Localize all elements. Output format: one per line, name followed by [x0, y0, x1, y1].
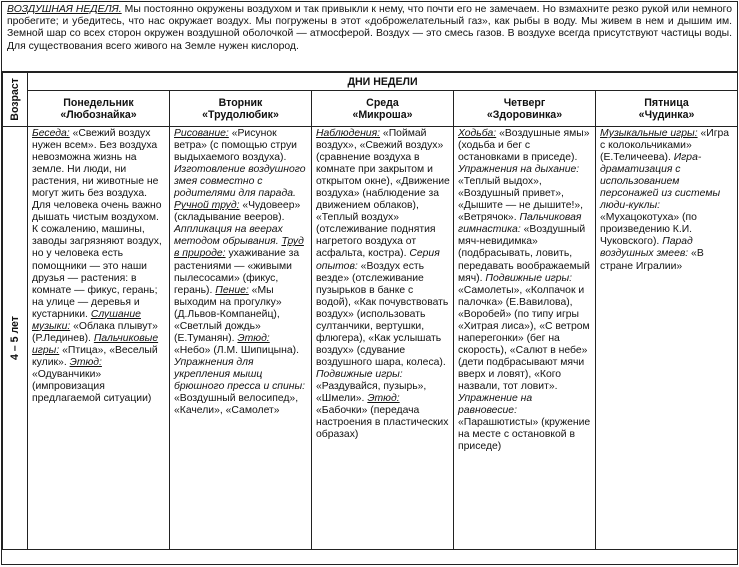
monday-activities [28, 127, 170, 550]
wednesday-activities [312, 127, 454, 550]
day-name: Пятница [644, 96, 689, 109]
activity-text: «Воздушные ямы» (ходьба и бег с остановками в приседе). [458, 128, 590, 164]
activity-text: «Птица», «Веселый кулик». [32, 344, 158, 368]
activity-label: Упражнения на дыхание: [458, 164, 580, 176]
activity-text: «Воздушный велосипед», «Качели», «Самолет» [174, 393, 299, 417]
day-theme: «Микроша» [352, 108, 413, 121]
activity-label: Серия опытов: [316, 248, 440, 272]
activity-label: Игра-драматизация с использованием персонажей из системы люди-куклы: [600, 152, 721, 212]
activity-text: «Свежий воздух нужен всем». Без воздуха невозможна жизнь на земле. Ни люди, ни растения, ни животные не могут жить без воздуха. Для человека очень важно дышать чистым воздухом. К сожалению, машины, заводы загрязняют воздух, но у человека есть помощники — это наши друзья — растения: в комнате — фикус, герань; на улице — деревья и кустарники. [32, 128, 162, 320]
activity-text: «Парашютисты» (кружение на месте с остановкой в приседе) [458, 417, 591, 453]
day-name: Четверг [503, 96, 546, 109]
activity-text: «Теплый выдох», «Воздушный привет», «Дышите — не дышите!», «Ветрячок». [458, 176, 584, 224]
activity-text: «Самолеты», «Колпачок и палочка» (Е.Вавилова), «Воробей» (по типу игры «Хитрая лиса»), «С ветром наперегонки» (бег на скорость), «Салют в небе» (дети подбрасывают мячи вверх и ловят), «Кого назвали, тот ловит». [458, 284, 590, 392]
day-name: Среда [366, 96, 399, 109]
thursday-activities [454, 127, 596, 550]
activity-label: Аппликация на веерах методом обрывания. [174, 224, 283, 248]
day-header-tuesday [170, 91, 312, 127]
age-header-cell [3, 73, 28, 127]
intro-heading: ВОЗДУШНАЯ НЕДЕЛЯ. [7, 4, 122, 15]
activity-label: Изготовление воздушного змея совместно с родителями для парада. [174, 164, 306, 200]
days-header: ДНИ НЕДЕЛИ [28, 73, 738, 91]
activity-text: «Небо» (Л.М. Шипицына). [174, 344, 299, 356]
activity-label: Этюд: [69, 356, 102, 368]
activity-label: Подвижные игры: [316, 368, 403, 380]
activity-label: Беседа: [32, 128, 70, 139]
activity-text: «Одуванчики» (импровизация предлагаемой ситуации) [32, 368, 152, 405]
activity-text: «Облака плывут» (Р.Лединев). [32, 320, 158, 344]
day-name: Понедельник [63, 96, 134, 109]
day-header-friday [596, 91, 738, 127]
activity-label: Упражнения для укрепления мышц брюшного пресса и спины: [174, 356, 306, 392]
day-theme: «Любознайка» [60, 108, 137, 121]
activity-label: Слушание музыки: [32, 308, 141, 332]
activity-text: «Воздушный мяч-невидимка» (подбрасывать, ловить, передавать воображаемый мяч). [458, 224, 590, 284]
age-cell [3, 127, 28, 550]
activity-text: «Игра с колокольчиками» (Е.Теличеева). [600, 128, 730, 164]
activity-label: Парад воздушных змеев: [600, 236, 693, 260]
schedule-table [2, 72, 738, 550]
activity-text: «Поймай воздух», «Свежий воздух» (сравнение воздуха в комнате при закрытом и открытом окне), «Движение воздуха» (наблюдение за движением облаков), «Теплый воздух» (отслеживание поднятия нагретого воздуха от асфальта, костра). [316, 128, 450, 260]
tuesday-activities [170, 127, 312, 550]
activity-text: «Чудовеер» (складывание вееров). [174, 200, 301, 224]
activity-text: «Мы выходим на прогулку» (Д.Львов-Компанейц), «Светлый дождь» (Е.Туманян). [174, 284, 282, 344]
activity-text: ухаживание за растениями — «живыми пылесосами» (фикус, герань). [174, 248, 300, 296]
activity-label: Пальчиковая гимнастика: [458, 212, 582, 236]
activity-label: Наблюдения: [316, 128, 381, 139]
activity-text: «Мухацокотуха» (по произведению К.И. Чуковского). [600, 212, 697, 248]
age-header: Возраст [9, 78, 21, 121]
day-theme: «Чудинка» [638, 108, 695, 121]
activity-label: Этюд: [367, 393, 400, 405]
intro-text: Мы постоянно окружены воздухом и так привыкли к нему, что почти его не замечаем. Но взмахните резко рукой или немного пробегите; и убедитесь, что нас окружает воздух. Мы погружены в этот «доброжелательный газ», как рыбы в воду. Мы живем в нем и дышим им. Земной шар со всех сторон окружен воздушной оболочкой — атмосферой. Воздух — это смесь газов. В воздухе всегда присутствуют частицы воды. Для существования всего живого на Земле нужен кислород. [7, 4, 733, 52]
activity-text: «Воздух есть везде» (отслеживание пузырьков в банке с водой), «Как почувствовать воздух» (использовать султанчики, вертушки, флюгера), «Как услышать воздух» (сдувание воздушного шара, колеса). [316, 260, 449, 368]
day-theme: «Здоровинка» [486, 108, 563, 121]
activity-text: «Рисунок ветра» (с помощью струи выдыхаемого воздуха). [174, 128, 297, 164]
activity-label: Этюд: [237, 332, 270, 344]
day-header-monday [28, 91, 170, 127]
activity-label: Рисование: [174, 128, 229, 139]
age-value: 4 – 5 лет [9, 315, 21, 361]
activity-label: Музыкальные игры: [600, 128, 698, 139]
intro-paragraph [2, 2, 737, 72]
activity-label: Труд в природе: [174, 236, 304, 260]
activity-text: «Раздувайся, пузырь», «Шмели». [316, 380, 427, 405]
document-page [1, 1, 738, 565]
activity-label: Пальчиковые игры: [32, 332, 159, 356]
day-header-wednesday [312, 91, 454, 127]
day-header-thursday [454, 91, 596, 127]
activity-label: Ручной труд: [174, 200, 240, 212]
activity-text: «В стране Игралии» [600, 248, 704, 272]
day-name: Вторник [218, 96, 263, 109]
activity-label: Ходьба: [458, 128, 497, 139]
activity-label: Подвижные игры: [485, 272, 573, 284]
friday-activities [596, 127, 738, 550]
activity-text: «Бабочки» (передача настроения в пластических образах) [316, 405, 449, 441]
activity-label: Пение: [215, 284, 249, 296]
activity-label: Упражнение на равновесие: [458, 393, 533, 417]
day-theme: «Трудолюбик» [202, 108, 279, 121]
